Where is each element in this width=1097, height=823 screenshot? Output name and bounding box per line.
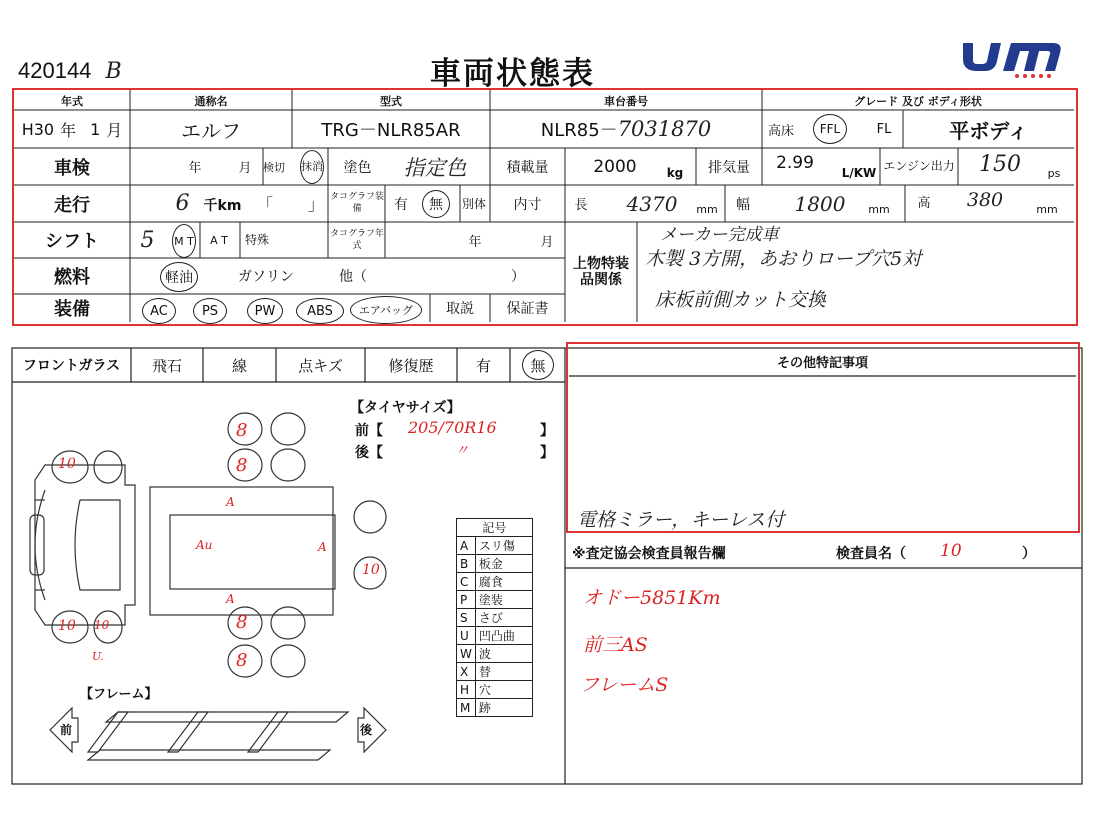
legend-table [456,518,533,717]
frame-front: 前 [60,723,73,737]
roof-label: 高床 [767,123,794,139]
report-note-frame: フレームS [580,674,669,696]
legend-code: S [457,609,476,627]
mark-a-right: A [318,540,327,554]
equip-abs: ABS [296,298,344,324]
legend-code: H [457,681,476,699]
tire-front-value: 205/70R16 [408,418,497,437]
width-label: 幅 [736,196,750,213]
frame-label: 【フレーム】 [80,687,158,702]
repair-no: 無 [522,350,554,380]
length-label: 長 [574,198,588,213]
height-unit: mm [1036,202,1058,216]
engine-value: 150 [979,151,1021,177]
inspector-label: 検査員名（ [836,546,906,562]
header-grade: グレード 及び ボディ形状 [854,95,982,108]
upper-note-2: 木製 3方開，あおりロープ穴5対 [645,248,922,270]
fuel-other: 他（ [339,269,367,285]
bracket-right: 」 [307,195,324,214]
engine-unit: ps [1047,166,1061,180]
capacity-label: 積載量 [506,159,549,176]
legend-desc: 腐食 [475,573,532,591]
fuel-diesel: 軽油 [160,262,198,292]
capacity-unit: kg [666,166,684,180]
glass-scratch: 点キズ [298,356,343,375]
frame-diagram [48,700,388,772]
glass-chip: 飛石 [151,356,182,375]
document-id: 420144 B [18,58,122,84]
legend-code: M [457,699,476,717]
legend-desc: 替 [475,663,532,681]
tacho-label: タコグラフ装備 [330,192,385,214]
legend-desc: 跡 [475,699,532,717]
legend-code: U [457,627,476,645]
report-note-odo: オドー5851Km [583,587,721,609]
width-unit: mm [868,202,890,216]
color-label: 塗色 [343,159,372,176]
legend-code: B [457,555,476,573]
model-code: TRG－NLR85AR [321,120,461,141]
capacity-value: 2000 [593,156,637,177]
notes-text: 電格ミラー，キーレス付 [577,509,785,531]
legend-desc: スリ傷 [475,537,532,555]
mark-u: U. [92,650,104,663]
tacho-no: 無 [422,190,450,218]
fuel-gas: ガソリン [238,269,294,285]
displacement-label: 排気量 [708,159,750,176]
length-value: 4370 [626,191,678,216]
inspector-close: ） [1022,546,1036,562]
height-value: 380 [966,189,1004,211]
repair-yes: 有 [475,356,491,375]
header-year: 年式 [61,95,83,108]
inspector-value: 10 [940,541,962,561]
equip-airbag: エアバッグ [350,296,422,324]
legend-code: A [457,537,476,555]
shaken-label: 車検 [54,157,90,179]
shaken-year: 年 [188,161,202,176]
separate-label: 別体 [462,196,487,211]
legend-desc: 穴 [475,681,532,699]
legend-desc: さび [475,609,532,627]
equip-pw: PW [247,298,283,324]
mark-a-bottom: A [226,592,235,606]
upper-note-3: 床板前側カット交換 [655,289,826,311]
displacement-value: 2.99 [776,153,814,173]
mark-au: Au [196,538,213,552]
legend-desc: 凹凸曲 [475,627,532,645]
shaken-month: 月 [238,161,252,176]
special-option: 特殊 [244,233,269,247]
at-option: A T [210,233,228,247]
legend-code: P [457,591,476,609]
tacho-year-label: タコグラフ年式 [330,229,385,251]
tire-mark-cab-front: 10 [58,456,76,472]
legend-desc: 塗装 [475,591,532,609]
tire-mark-cab-rear: 10 [58,618,76,634]
tire-front-close: 】 [540,423,554,439]
shift-label: シフト [45,231,99,252]
report-title: ※査定協会検査員報告欄 [572,546,726,562]
shift-value: 5 [140,227,155,253]
mark-a-top: A [226,495,235,509]
tire-front-label: 前【 [355,423,383,439]
equip-ps: PS [193,298,227,324]
legend-code: X [457,663,476,681]
height-label: 高 [917,195,931,211]
year-value: H30 年 1 月 [21,119,123,140]
chassis-number: NLR85－ 7031870 [540,117,712,141]
tacho-year: 年 [468,234,482,250]
glass-label: フロントガラス [22,358,121,374]
equip-ac: AC [142,298,176,324]
ffl-option: FFL [813,114,847,144]
legend-code: W [457,645,476,663]
tire-rear-value: 〃 [455,443,469,459]
tire-mark-extra: 10 [94,618,110,632]
tire-mark-spare: 10 [362,562,380,578]
engine-label: エンジン出力 [883,159,955,173]
legend-desc: 波 [475,645,532,663]
bracket-left: 「 [256,195,273,214]
glass-line: 線 [231,356,247,375]
displacement-unit: L/KW [841,166,877,180]
tire-mark-fl2: 8 [236,455,248,476]
tacho-yes: 有 [394,196,408,213]
warranty-label: 保証書 [506,301,549,317]
mileage-unit: 千km [203,198,242,214]
body-shape: 平ボディ [949,118,1028,143]
tire-mark-fl1: 8 [236,420,248,441]
fl-option: FL [876,121,892,137]
upper-note-1: メーカー完成車 [660,225,779,245]
notes-title: その他特記事項 [776,355,868,371]
length-unit: mm [696,202,718,216]
fuel-other-close: ） [511,269,525,285]
vehicle-name: エルフ [181,118,241,143]
equip-label: 装備 [54,299,90,320]
upper-label: 上物特装品関係 [573,256,629,288]
report-note-front: 前三AS [583,634,648,656]
tire-rear-label: 後【 [355,445,383,461]
tire-size-label: 【タイヤサイズ】 [350,400,461,416]
page-title: 車両状態表 [430,56,595,92]
manual-label: 取説 [446,301,474,317]
tacho-month: 月 [540,234,554,250]
header-model: 型式 [380,95,402,108]
mt-option: M T [172,224,196,258]
header-chassis: 車台番号 [604,95,648,108]
repair-label: 修復歴 [388,356,434,375]
tire-mark-rl2: 8 [236,650,248,671]
legend-code: C [457,573,476,591]
tire-rear-close: 】 [540,445,554,461]
mileage-label: 走行 [54,194,90,216]
frame-rear: 後 [360,723,373,737]
massho-option: 抹消 [300,150,324,184]
mileage-value: 6 [175,191,190,216]
color-value: 指定色 [403,155,467,180]
fuel-label: 燃料 [54,267,90,288]
legend-title: 記号 [457,519,533,537]
header-name: 通称名 [194,95,228,108]
tire-mark-rl1: 8 [236,612,248,633]
kiri-label: 検切 [263,160,285,174]
width-value: 1800 [794,191,846,216]
inner-dim-label: 内寸 [513,196,542,213]
legend-desc: 板金 [475,555,532,573]
